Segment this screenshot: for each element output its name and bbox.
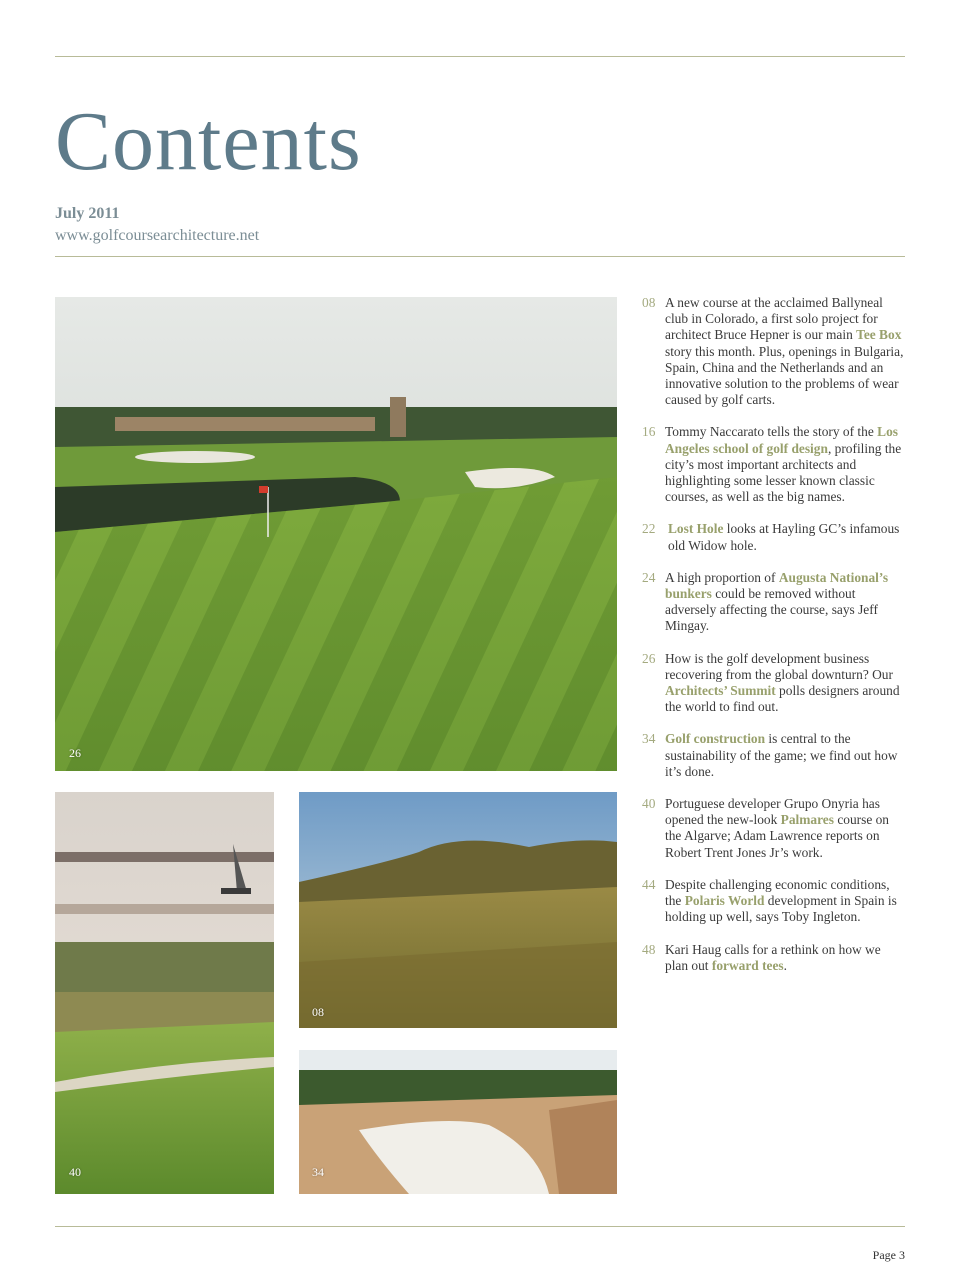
photo-golf-green	[55, 297, 617, 771]
toc-page-number: 24	[642, 569, 656, 585]
toc-text: is central to the sustainability of the game; we find out how it’s done.	[665, 731, 898, 779]
issue-date: July 2011	[55, 205, 120, 222]
toc-highlight: Augusta National’s bunkers	[665, 569, 889, 602]
toc-page-number: 48	[642, 941, 656, 957]
toc-entry-text	[665, 796, 907, 861]
photo-label-40: 40	[69, 1165, 81, 1179]
toc-text: Kari Haug calls for a rethink on how we plan out	[665, 941, 881, 973]
footer-rule	[55, 1226, 905, 1227]
photo-label-34: 34	[312, 1165, 324, 1179]
photo-construction	[299, 1050, 617, 1194]
toc-text: could be removed without adversely affecting the course, says Jeff Mingay.	[665, 586, 878, 634]
toc-entry[interactable]	[642, 521, 907, 553]
page-number: Page 3	[872, 1248, 905, 1262]
toc-page-number: 40	[642, 796, 656, 812]
toc-entry-text	[668, 521, 907, 553]
toc-page-number: 26	[642, 650, 656, 666]
photo-label-26: 26	[69, 746, 81, 760]
toc-entry[interactable]	[642, 651, 907, 716]
photo-coastal-course	[55, 792, 274, 1194]
toc-text: Portuguese developer Grupo Onyria has opened the new-look	[665, 796, 880, 828]
golf-green-image	[55, 297, 617, 771]
toc-entry[interactable]	[642, 424, 907, 505]
toc-highlight: Tee Box	[856, 327, 902, 343]
toc-entry-text	[665, 570, 907, 635]
toc-entry[interactable]	[642, 570, 907, 635]
toc-entry[interactable]	[642, 295, 907, 408]
toc-entry-text	[665, 942, 907, 974]
toc-text: polls designers around the world to find out.	[665, 683, 900, 715]
table-of-contents	[642, 295, 907, 990]
coastal-course-image	[55, 792, 274, 1194]
photo-label-08: 08	[312, 1005, 324, 1019]
toc-highlight: Lost Hole	[668, 521, 724, 537]
toc-text: course on the Algarve; Adam Lawrence reports on Robert Trent Jones Jr’s work.	[665, 812, 890, 860]
toc-entry[interactable]	[642, 796, 907, 861]
toc-highlight: Palmares	[780, 812, 834, 828]
toc-highlight: Architects’ Summit	[665, 683, 776, 699]
toc-highlight: Polaris World	[684, 893, 765, 909]
toc-highlight: Golf construction	[665, 731, 766, 747]
toc-entry[interactable]	[642, 877, 907, 926]
page-title: Contents	[55, 95, 362, 188]
toc-page-number: 44	[642, 876, 656, 892]
toc-entry-text	[665, 651, 907, 716]
dunes-image	[299, 792, 617, 1028]
toc-text: development in Spain is holding up well, says Toby Ingleton.	[665, 893, 897, 925]
toc-text: A new course at the acclaimed Ballyneal club in Colorado, a first solo project for architect Bruce Hepner is our main	[665, 295, 883, 343]
toc-text: Tommy Naccarato tells the story of the	[665, 424, 878, 440]
top-rule	[55, 56, 905, 57]
toc-entry[interactable]	[642, 731, 907, 780]
toc-highlight: Los Angeles school of golf design	[665, 424, 898, 456]
toc-text: A high proportion of	[665, 569, 779, 585]
construction-image	[299, 1050, 617, 1194]
toc-entry-text	[665, 877, 907, 926]
toc-page-number: 22	[642, 521, 656, 537]
toc-entry[interactable]	[642, 942, 907, 974]
toc-text: Despite challenging economic conditions, the	[665, 876, 890, 909]
toc-text: looks at Hayling GC’s infamous old Widow hole.	[668, 521, 900, 553]
header-rule	[55, 256, 905, 257]
toc-text: , profiling the city’s most important architects and highlighting some lesser known classic courses, as well as the big names.	[665, 440, 902, 505]
photo-dunes	[299, 792, 617, 1028]
toc-text: story this month. Plus, openings in Bulgaria, Spain, China and the Netherlands and an innovative solution to the problems of wear caused by golf carts.	[665, 343, 904, 408]
toc-entry-text	[665, 424, 907, 505]
toc-entry-text	[665, 295, 907, 408]
toc-text: .	[783, 957, 787, 973]
toc-page-number: 08	[642, 295, 656, 310]
website-url[interactable]: www.golfcoursearchitecture.net	[55, 227, 260, 244]
toc-page-number: 34	[642, 731, 656, 747]
toc-highlight: forward tees	[711, 957, 784, 973]
toc-text: How is the golf development business recovering from the global downturn? Our	[665, 650, 893, 682]
toc-page-number: 16	[642, 424, 656, 440]
toc-entry-text	[665, 731, 907, 780]
